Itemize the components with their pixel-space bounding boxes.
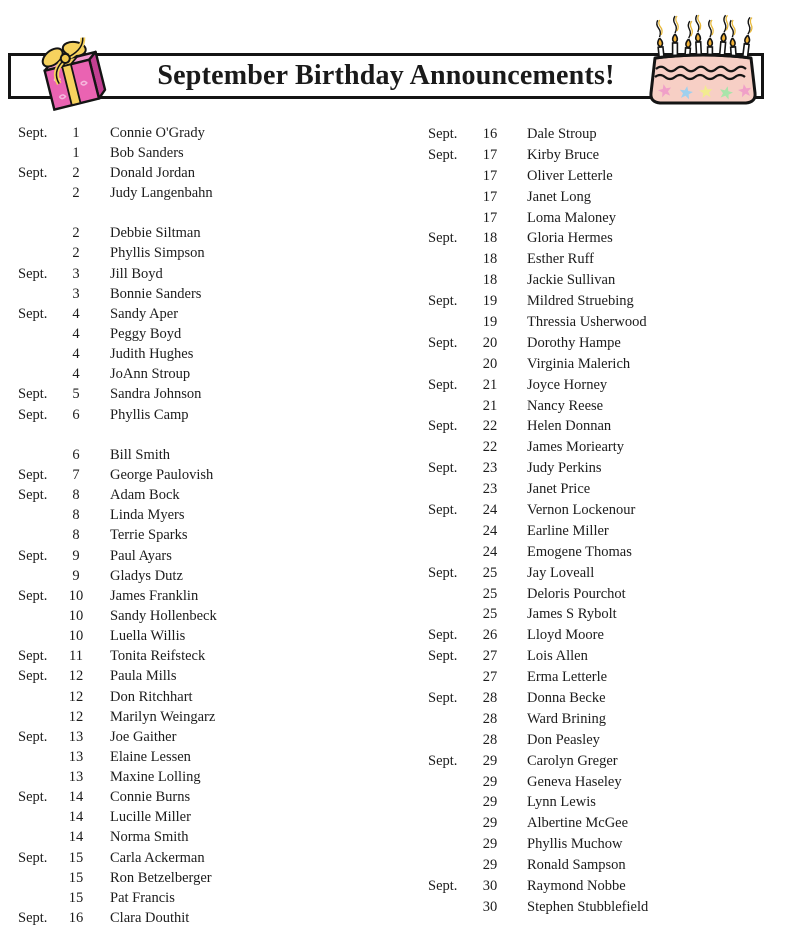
person-name: Phyllis Simpson [110,245,205,262]
birthday-row [18,385,400,405]
day-number: 25 [482,585,498,602]
month-label: Sept. [18,305,48,322]
day-number: 2 [72,164,80,181]
day-number: 17 [482,146,498,163]
day-number: 17 [482,188,498,205]
month-label: Sept. [18,487,48,504]
person-name: Terrie Sparks [110,527,188,544]
birthday-row [428,437,792,458]
person-name: Don Ritchhart [110,688,193,705]
row-spacer [18,425,400,445]
birthday-column-left [18,123,400,929]
birthday-row [428,521,792,542]
day-number: 4 [72,366,80,383]
person-name: Nancy Reese [527,397,604,414]
day-number: 26 [482,627,498,644]
day-number: 3 [72,285,80,302]
birthday-row [18,183,400,203]
person-name: Oliver Letterle [527,167,613,184]
person-name: Elaine Lessen [110,748,191,765]
month-label: Sept. [428,418,458,435]
person-name: Earline Miller [527,522,609,539]
birthday-row [18,163,400,183]
day-number: 10 [68,607,84,624]
day-number: 11 [69,648,83,665]
day-number: 15 [68,869,84,886]
birthday-row [18,365,400,385]
birthday-row [428,270,792,291]
person-name: Jill Boyd [110,265,163,282]
person-name: Gloria Hermes [527,230,613,247]
person-name: Don Peasley [527,731,600,748]
day-number: 16 [482,125,498,142]
person-name: Adam Bock [110,487,180,504]
birthday-row [428,375,792,396]
birthday-row [428,458,792,479]
day-number: 8 [72,527,80,544]
day-number: 10 [68,587,84,604]
person-name: Geneva Haseley [527,773,622,790]
birthday-row [428,876,792,897]
birthday-row [18,828,400,848]
person-name: Bob Sanders [110,144,184,161]
month-label: Sept. [428,878,458,894]
day-number: 19 [482,293,498,310]
birthday-row [18,707,400,727]
day-number: 29 [482,794,498,811]
birthday-row [18,848,400,868]
day-number: 21 [482,376,498,393]
person-name: Bonnie Sanders [110,285,202,302]
day-number: 16 [68,910,84,927]
day-number: 18 [482,272,498,289]
day-number: 6 [72,406,80,423]
day-number: 24 [482,543,498,560]
birthday-row [428,646,792,667]
person-name: Deloris Pourchot [527,585,626,602]
birthday-row [428,396,792,417]
birthday-row [18,304,400,324]
birthday-row [18,284,400,304]
person-name: Virginia Malerich [527,355,631,372]
day-number: 28 [482,710,498,727]
person-name: Erma Letterle [527,669,608,686]
birthday-row [18,908,400,928]
person-name: Clara Douthit [110,910,190,927]
birthday-row [428,604,792,625]
day-number: 28 [482,731,498,748]
birthday-row [428,751,792,772]
birthday-row [18,244,400,264]
birthday-row [428,291,792,312]
day-number: 18 [482,251,498,268]
person-name: Lynn Lewis [527,794,596,811]
day-number: 19 [482,313,498,330]
gift-icon [22,33,126,111]
person-name: Jay Loveall [527,564,595,581]
day-number: 25 [482,606,498,623]
birthday-row [18,768,400,788]
day-number: 29 [482,857,498,874]
person-name: Tonita Reifsteck [110,648,206,665]
month-label: Sept. [428,376,458,393]
day-number: 29 [482,836,498,853]
month-label: Sept. [18,124,48,141]
person-name: Dorothy Hampe [527,334,621,351]
day-number: 23 [482,460,498,477]
day-number: 20 [482,334,498,351]
birthday-row [428,333,792,354]
day-number: 22 [482,418,498,435]
person-name: Sandra Johnson [110,386,202,403]
birthday-row [18,264,400,284]
person-name: Carolyn Greger [527,752,618,769]
person-name: Sandy Hollenbeck [110,607,217,624]
person-name: George Paulovish [110,466,214,483]
person-name: Norma Smith [110,829,189,846]
birthday-row [428,709,792,730]
person-name: Lucille Miller [110,809,191,826]
birthday-row [18,627,400,647]
month-label: Sept. [18,265,48,282]
birthday-row [428,124,792,145]
day-number: 4 [72,325,80,342]
month-label: Sept. [18,728,48,745]
birthday-row [428,416,792,437]
month-label: Sept. [18,587,48,604]
person-name: Mildred Struebing [527,293,634,310]
day-number: 14 [68,829,84,846]
day-number: 17 [482,167,498,184]
person-name: Debbie Siltman [110,225,201,242]
person-name: Carla Ackerman [110,849,205,866]
month-label: Sept. [18,648,48,665]
birthday-row [428,479,792,500]
birthday-row [18,747,400,767]
person-name: Peggy Boyd [110,325,182,342]
day-number: 13 [68,769,84,786]
day-number: 13 [68,728,84,745]
birthday-row [18,465,400,485]
birthday-row [428,542,792,563]
birthday-row [428,584,792,605]
person-name: Janet Long [527,188,592,205]
month-label: Sept. [428,564,458,581]
month-label: Sept. [428,627,458,644]
day-number: 12 [68,668,84,685]
birthday-row [18,143,400,163]
birthday-row [18,606,400,626]
person-name: Luella Willis [110,628,186,645]
birthday-row [18,224,400,244]
person-name: Connie Burns [110,789,191,806]
person-name: Dale Stroup [527,125,597,142]
person-name: Joyce Horney [527,376,608,393]
month-label: Sept. [18,386,48,403]
person-name: Judy Langenbahn [110,184,213,201]
birthday-row [428,563,792,584]
birthday-row [428,730,792,751]
person-name: Jackie Sullivan [527,272,616,289]
birthday-cake-icon [640,1,768,113]
person-name: Helen Donnan [527,418,612,435]
month-label: Sept. [428,334,458,351]
page-title: September Birthday Announcements! [157,60,615,91]
person-name: Judith Hughes [110,346,194,363]
day-number: 22 [482,439,498,456]
person-name: Gladys Dutz [110,567,183,584]
person-name: Emogene Thomas [527,543,632,560]
day-number: 24 [482,522,498,539]
birthday-row [428,500,792,521]
day-number: 23 [482,481,498,498]
birthday-row [428,793,792,814]
person-name: Maxine Lolling [110,769,201,786]
day-number: 29 [482,773,498,790]
person-name: Raymond Nobbe [527,878,626,894]
month-label: Sept. [428,460,458,477]
person-name: Phyllis Muchow [527,836,623,853]
birthday-row [428,625,792,646]
day-number: 18 [482,230,498,247]
day-number: 30 [482,878,498,894]
month-label: Sept. [18,849,48,866]
day-number: 29 [482,752,498,769]
day-number: 4 [72,305,80,322]
day-number: 27 [482,669,498,686]
month-label: Sept. [18,668,48,685]
person-name: Donna Becke [527,689,606,706]
person-name: Pat Francis [110,889,175,906]
day-number: 3 [72,265,80,282]
month-label: Sept. [18,547,48,564]
person-name: Lloyd Moore [527,627,604,644]
birthday-row [428,688,792,709]
day-number: 20 [482,355,498,372]
month-label: Sept. [18,466,48,483]
birthday-row [18,647,400,667]
birthday-row [18,586,400,606]
person-name: Lois Allen [527,648,588,665]
birthday-row [18,727,400,747]
month-label: Sept. [428,501,458,518]
birthday-row [428,897,792,918]
birthday-row [18,687,400,707]
day-number: 4 [72,346,80,363]
day-number: 30 [482,898,498,915]
birthday-row [18,324,400,344]
birthday-row [428,249,792,270]
person-name: Janet Price [527,481,591,498]
person-name: Joe Gaither [110,728,177,745]
birthday-row [18,667,400,687]
person-name: Judy Perkins [527,460,602,477]
birthday-row [428,145,792,166]
birthday-row [18,868,400,888]
month-label: Sept. [428,125,458,142]
person-name: JoAnn Stroup [110,366,191,383]
person-name: Paul Ayars [110,547,172,564]
person-name: James S Rybolt [527,606,617,623]
birthday-column-right [428,124,792,918]
day-number: 29 [482,815,498,832]
birthday-row [18,788,400,808]
person-name: Connie O'Grady [110,124,205,141]
birthday-row [428,772,792,793]
day-number: 12 [68,708,84,725]
day-number: 14 [68,789,84,806]
day-number: 28 [482,689,498,706]
person-name: Marilyn Weingarz [110,708,216,725]
birthday-row [428,208,792,229]
day-number: 15 [68,849,84,866]
day-number: 24 [482,501,498,518]
birthday-row [18,405,400,425]
month-label: Sept. [428,146,458,163]
birthday-row [428,166,792,187]
day-number: 6 [72,446,80,463]
month-label: Sept. [18,406,48,423]
month-label: Sept. [428,752,458,769]
day-number: 27 [482,648,498,665]
person-name: James Franklin [110,587,199,604]
person-name: Linda Myers [110,507,185,524]
birthday-row [428,667,792,688]
row-spacer [18,204,400,224]
month-label: Sept. [428,648,458,665]
day-number: 8 [72,507,80,524]
person-name: Vernon Lockenour [527,501,636,518]
birthday-row [428,834,792,855]
person-name: Ron Betzelberger [110,869,212,886]
day-number: 21 [482,397,498,414]
month-label: Sept. [428,293,458,310]
birthday-row [428,813,792,834]
birthday-row [18,506,400,526]
day-number: 14 [68,809,84,826]
day-number: 13 [68,748,84,765]
day-number: 7 [72,466,80,483]
birthday-row [18,888,400,908]
month-label: Sept. [18,789,48,806]
person-name: Ronald Sampson [527,857,626,874]
person-name: Esther Ruff [527,251,594,268]
day-number: 1 [72,124,80,141]
birthday-row [18,486,400,506]
person-name: Thressia Usherwood [527,313,647,330]
day-number: 8 [72,487,80,504]
month-label: Sept. [428,230,458,247]
person-name: Stephen Stubblefield [527,898,649,915]
birthday-row [18,123,400,143]
day-number: 10 [68,628,84,645]
person-name: Phyllis Camp [110,406,189,423]
person-name: Bill Smith [110,446,171,463]
birthday-row [18,808,400,828]
person-name: James Moriearty [527,439,625,456]
birthday-row [18,445,400,465]
month-label: Sept. [18,910,48,927]
birthday-row [18,345,400,365]
person-name: Kirby Bruce [527,146,600,163]
person-name: Donald Jordan [110,164,195,181]
day-number: 9 [72,547,80,564]
day-number: 2 [72,245,80,262]
birthday-row [18,566,400,586]
person-name: Loma Maloney [527,209,616,226]
day-number: 2 [72,225,80,242]
day-number: 12 [68,688,84,705]
person-name: Ward Brining [527,710,606,727]
birthday-row [428,228,792,249]
month-label: Sept. [428,689,458,706]
birthday-row [428,354,792,375]
day-number: 5 [72,386,80,403]
birthday-row [18,546,400,566]
birthday-row [428,855,792,876]
day-number: 1 [72,144,80,161]
day-number: 9 [72,567,80,584]
day-number: 17 [482,209,498,226]
month-label: Sept. [18,164,48,181]
person-name: Paula Mills [110,668,177,685]
birthday-row [428,187,792,208]
person-name: Sandy Aper [110,305,179,322]
day-number: 25 [482,564,498,581]
birthday-row [428,312,792,333]
person-name: Albertine McGee [527,815,629,832]
day-number: 15 [68,889,84,906]
birthday-row [18,526,400,546]
day-number: 2 [72,184,80,201]
